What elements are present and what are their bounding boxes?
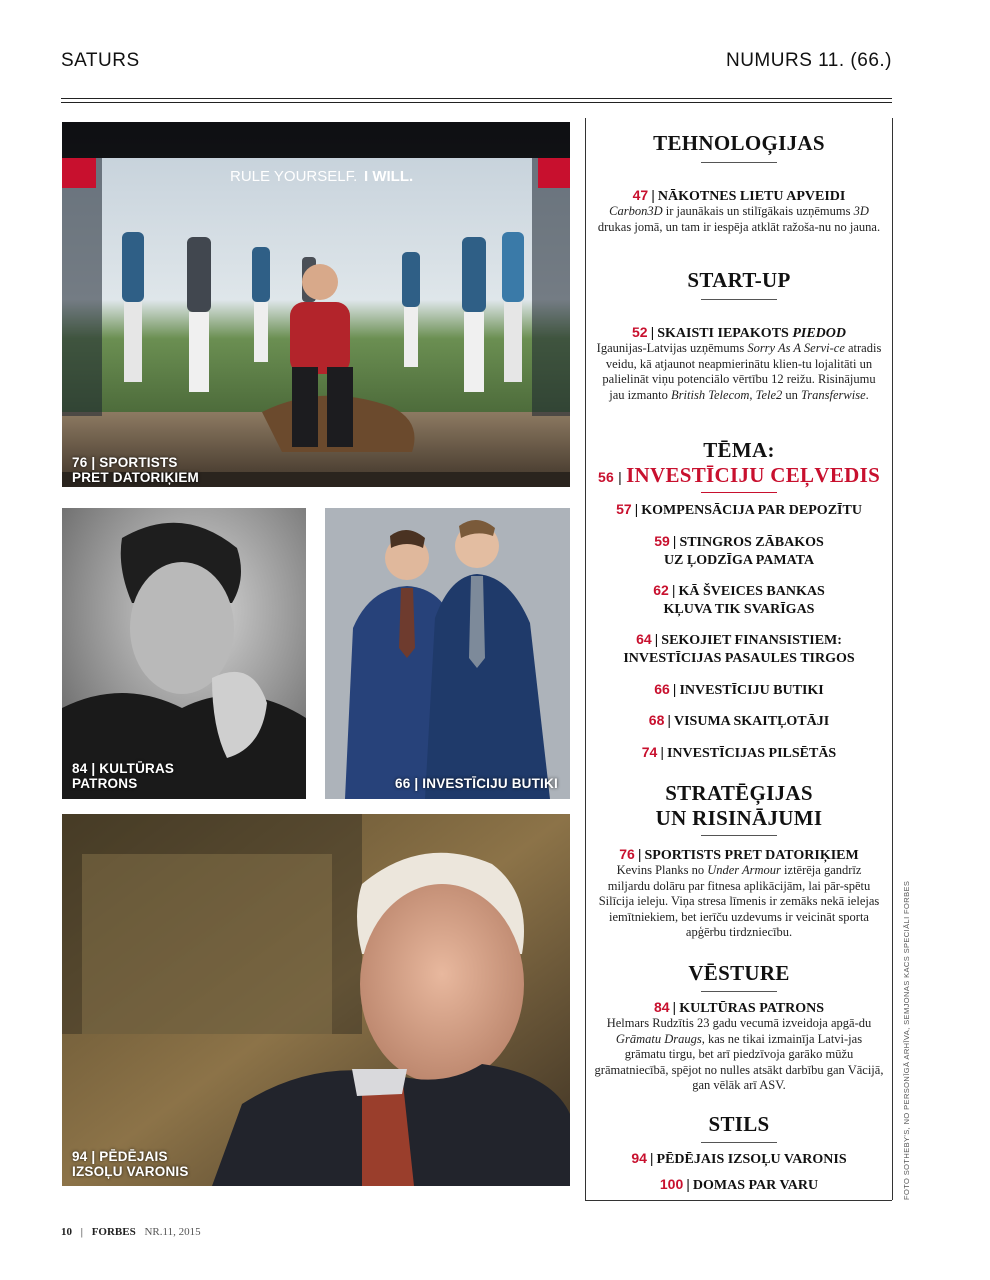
theme-main-entry[interactable] [586, 463, 892, 490]
section-label: SATURS [61, 50, 140, 71]
entry-description: Igaunijas-Latvijas uzņēmums Sorry As A Servi-ce atradis veidu, kā atjaunot neapmierinātu klien-tu lojalitāti un palielināt viņu potenciālo vērtību 12 reižu. Risinājumu jau izmanto British Telecom, Tele2 un Transferwise. [596, 341, 882, 402]
photo-credit: FOTO SOTHEBY'S, NO PERSONĪGĀ ARHĪVA, SEMJONAS KACS SPECIĀLI FORBES [902, 880, 911, 1200]
page-number: 68 [648, 712, 665, 728]
entry-title: SEKOJIET FINANSISTIEM: [661, 633, 842, 648]
heading-underline [701, 835, 777, 836]
caption-right-photo [395, 776, 558, 791]
heading-underline [701, 492, 777, 493]
entry-title: KOMPENSĀCIJA PAR DEPOZĪTU [641, 503, 862, 518]
heading-underline [701, 299, 777, 300]
photo-elderly-man-art [62, 814, 570, 1186]
photo-two-men-art [325, 508, 570, 799]
caption-line: PRET DATORIĶIEM [72, 470, 200, 485]
separator: | [651, 187, 655, 203]
page-footer [61, 1226, 201, 1238]
page-number: 66 [654, 681, 670, 697]
entry-description: Helmars Rudzītis 23 gadu vecumā izveidoja apgā-du Grāmatu Draugs, kas ne tikai izmainīja Latvi-jas grāmatu tirgu, bet arī piedzīvoja garāko mūžu grāmatniecībā, spējot no nulles atsākt darbību gan Vācijā, gan vēlāk arī ASV. [594, 1016, 884, 1092]
entry-title: PĒDĒJAIS IZSOĻU VARONIS [656, 1152, 847, 1167]
entry-title: INVESTĪCIJU BUTIKI [679, 683, 824, 698]
page-number: 47 [632, 187, 649, 203]
entry-title: KĀ ŠVEICES BANKAS [678, 584, 825, 599]
issue-number: NUMURS 11. (66.) [725, 50, 892, 71]
caption-line: PATRONS [72, 776, 138, 791]
heading-underline [701, 162, 777, 163]
page-number: 64 [636, 631, 652, 647]
entry-title-line2: UZ ĻODZĪGA PAMATA [663, 553, 815, 568]
heading-line: UN RISINĀJUMI [655, 806, 823, 830]
section-heading-strategy [586, 781, 892, 831]
section-heading-history: VĒSTURE [688, 961, 790, 985]
toc-entry-59[interactable] [586, 532, 892, 570]
separator: | [654, 631, 659, 647]
caption-line: 94 | PĒDĒJAIS [72, 1149, 168, 1164]
separator: | [650, 324, 655, 340]
page-number: 56 [597, 469, 615, 485]
toc-entry-68[interactable] [586, 711, 892, 731]
footer-brand: FORBES [91, 1226, 136, 1238]
page-number: 74 [641, 744, 658, 760]
section-heading-startup: START-UP [687, 268, 791, 292]
table-of-contents [586, 0, 892, 1280]
caption-bottom-photo [72, 1149, 189, 1179]
caption-top-photo [72, 455, 199, 485]
toc-entry-64[interactable] [586, 630, 892, 668]
separator: | [667, 712, 671, 728]
footer-issue: NR.11, 2015 [144, 1226, 201, 1238]
entry-description: Carbon3D ir jaunākais un stilīgākais uzņēmums 3D drukas jomā, un tam ir iespēja atklāt ražoša-nu no jauna. [597, 204, 881, 234]
page-number: 52 [631, 324, 648, 340]
entry-title-line2: INVESTĪCIJAS PASAULES TIRGOS [623, 651, 855, 666]
separator: | [672, 999, 677, 1015]
photo-vintage-portrait-art [62, 508, 306, 799]
entry-title-line2: KĻUVA TIK SVARĪGAS [663, 602, 815, 617]
photo-vintage-portrait [62, 508, 306, 799]
heading-underline [701, 991, 777, 992]
theme-title: INVESTĪCIJU CEĻVEDIS [626, 463, 881, 487]
section-heading-style: STILS [708, 1112, 770, 1136]
footer-page-number: 10 [61, 1226, 72, 1238]
separator: | [634, 501, 639, 517]
entry-title: VISUMA SKAITĻOTĀJI [674, 714, 830, 729]
separator: | [672, 681, 677, 697]
entry-title: DOMAS PAR VARU [692, 1178, 819, 1193]
separator: | [637, 846, 642, 862]
entry-title: KULTŪRAS PATRONS [679, 1001, 825, 1016]
separator: | [660, 744, 664, 760]
separator: | [686, 1176, 690, 1192]
entry-description: Kevins Planks no Under Armour iztērēja gandrīz miljardu dolāru par fitnesa aplikācijām, lai pār-spētu Silīcija ieleju. Viņa stresa līmenis ir zemāks nekā ielejas iemītniekiem, bet ierīču uzdevums ir veicināt sporta apģērbu tirdzniecību. [598, 863, 880, 939]
page-number: 84 [653, 999, 670, 1015]
entry-title-italic: PIEDOD [792, 326, 846, 341]
caption-line: 76 | SPORTISTS [72, 455, 178, 470]
toc-entry-47[interactable] [586, 186, 892, 206]
toc-entry-94[interactable] [586, 1149, 892, 1169]
entry-title: SKAISTI IEPAKOTS [657, 326, 793, 341]
photo-two-men [325, 508, 570, 799]
separator: | [618, 469, 623, 485]
toc-right-rule [892, 118, 893, 1200]
page-number: 94 [631, 1150, 647, 1166]
toc-entry-57[interactable] [586, 500, 892, 520]
photo-under-armour-art [62, 122, 570, 487]
entry-title: SPORTISTS PRET DATORIĶIEM [644, 848, 859, 863]
photo-under-armour [62, 122, 570, 487]
toc-entry-74[interactable] [586, 743, 892, 763]
section-heading-technology: TEHNOLOĢIJAS [653, 131, 825, 155]
caption-line: 84 | KULTŪRAS [72, 761, 175, 776]
toc-entry-62[interactable] [586, 581, 892, 619]
section-heading-theme: TĒMA: [703, 438, 775, 462]
heading-line: STRATĒĢIJAS [665, 781, 813, 805]
entry-title: NĀKOTNES LIETU APVEIDI [657, 189, 846, 204]
toc-entry-66[interactable] [586, 680, 892, 700]
page-number: 100 [659, 1176, 684, 1192]
caption-line: IZSOĻU VARONIS [72, 1164, 189, 1179]
page-number: 62 [653, 582, 669, 598]
toc-entry-100[interactable] [586, 1175, 892, 1195]
toc-entry-76[interactable] [586, 845, 892, 865]
page-number: 76 [619, 846, 635, 862]
entry-title: INVESTĪCIJAS PILSĒTĀS [666, 746, 837, 761]
entry-title: STINGROS ZĀBAKOS [679, 535, 824, 550]
footer-separator: | [80, 1226, 83, 1238]
heading-underline [701, 1142, 777, 1143]
separator: | [649, 1150, 654, 1166]
photo-elderly-man [62, 814, 570, 1186]
separator: | [671, 582, 676, 598]
page-number: 59 [654, 533, 670, 549]
toc-entry-84[interactable] [586, 998, 892, 1018]
banner-text: RULE YOURSELF. [230, 168, 358, 185]
toc-entry-52[interactable] [586, 323, 892, 343]
caption-line: 66 | INVESTĪCIJU BUTIKI [395, 776, 558, 791]
separator: | [672, 533, 677, 549]
banner-text-bold: I WILL. [364, 168, 414, 185]
caption-left-photo [72, 761, 174, 791]
page-number: 57 [616, 501, 632, 517]
